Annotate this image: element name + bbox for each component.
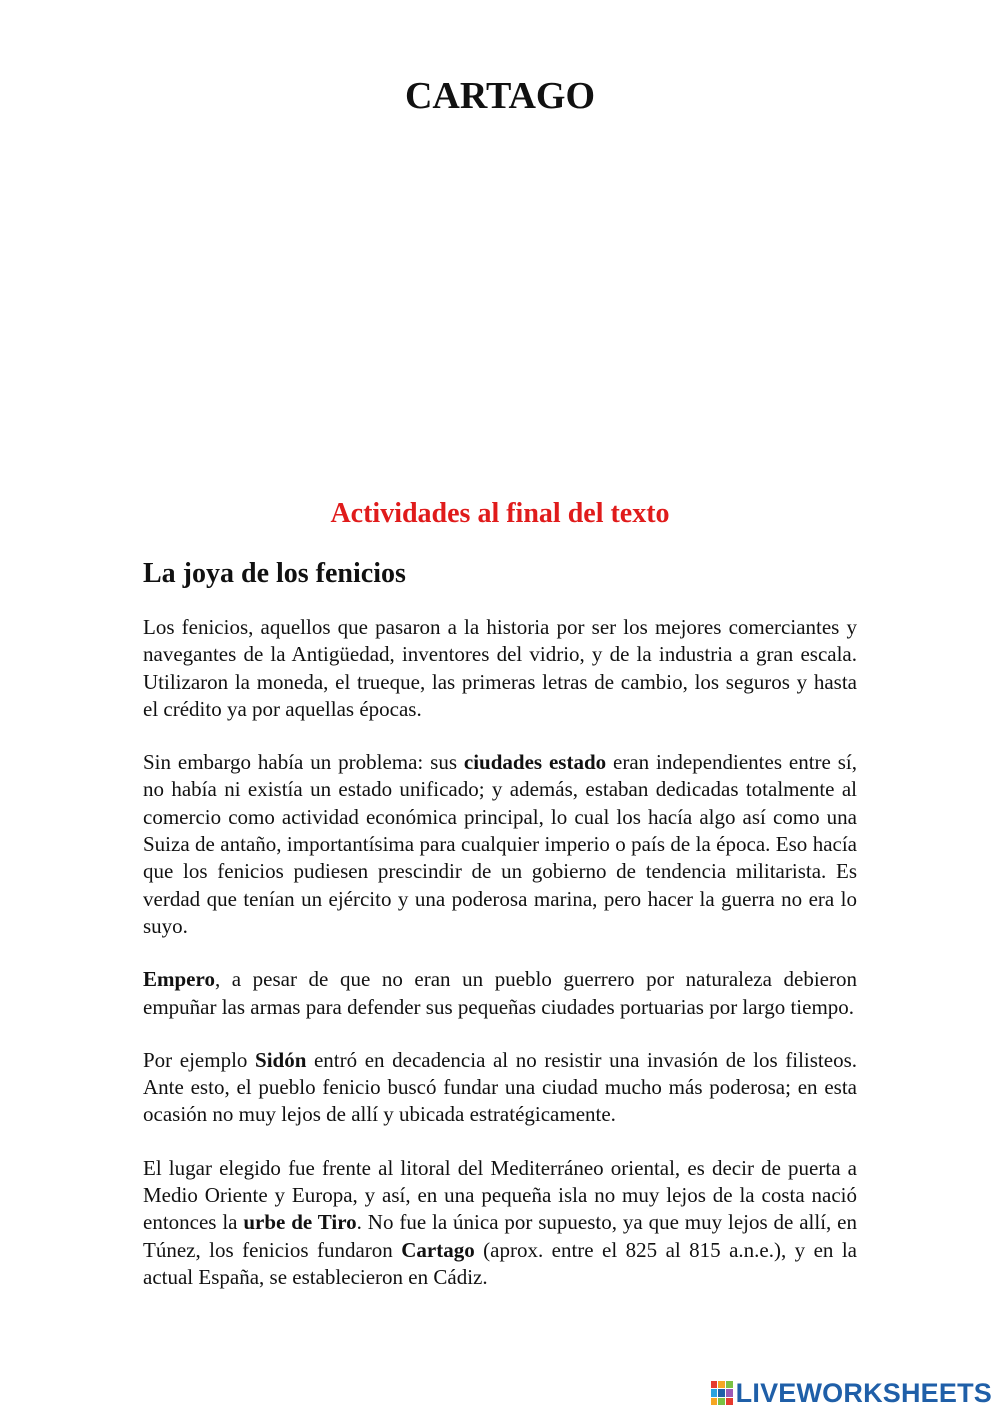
bold-term: Empero	[143, 967, 215, 992]
paragraph-4: Por ejemplo Sidón entró en decadencia al no resistir una invasión de los filisteos. Ante esto, el pueblo fenicio buscó fundar una ciudad mucho más poderosa; en esta ocasión no muy lejos de allí y ubicada estratégicamente.	[143, 1047, 857, 1127]
logo-mark-square	[718, 1381, 725, 1388]
logo-mark-square	[726, 1398, 733, 1405]
bold-term: Cartago	[401, 1237, 475, 1262]
page-title: CARTAGO	[404, 75, 596, 117]
image-placeholder	[143, 140, 857, 480]
paragraph-5: El lugar elegido fue frente al litoral del Mediterráneo oriental, es decir de puerta a Medio Oriente y Europa, y así, en una pequeña isla no muy lejos de la costa nació entonces la urbe de Tiro. No fue la única por supuesto, ya que muy lejos de allí, en Túnez, los fenicios fundaron Cartago (aprox. entre el 825 al 815 a.n.e.), y en la actual España, se establecieron en Cádiz.	[143, 1155, 858, 1289]
paragraph-2: Sin embargo había un problema: sus ciudades estado eran independientes entre sí, no había ni existía un estado unificado; y además, estaban dedicadas totalmente al comercio como actividad económica principal, lo cual los hacía algo así como una Suiza de antaño, importantísima para cualquier imperio o país de la época. Eso hacía que los fenicios pudiesen prescindir de un gobierno de tendencia militarista. Es verdad que tenían un ejército y una poderosa marina, pero hacer la guerra no era lo suyo.	[143, 750, 858, 938]
section-heading: La joya de los fenicios	[143, 558, 406, 589]
logo-mark-square	[711, 1398, 718, 1405]
logo-text: LIVEWORKSHEETS	[735, 1377, 992, 1408]
logo-mark-square	[718, 1389, 725, 1396]
paragraph-3: Empero, a pesar de que no eran un pueblo guerrero por naturaleza debieron empuñar las armas para defender sus pequeñas ciudades portuarias por largo tiempo.	[143, 967, 857, 1019]
logo-mark-square	[711, 1381, 718, 1388]
liveworksheets-logo[interactable]	[711, 1376, 992, 1410]
activities-note: Actividades al final del texto	[330, 498, 670, 529]
bold-term: ciudades estado	[463, 750, 607, 775]
bold-term: urbe de Tiro	[243, 1210, 357, 1235]
logo-mark-square	[726, 1389, 733, 1396]
logo-mark-square	[718, 1398, 725, 1405]
logo-mark-square	[711, 1389, 718, 1396]
liveworksheets-logo-icon	[711, 1381, 733, 1405]
paragraph-1: Los fenicios, aquellos que pasaron a la historia por ser los mejores comerciantes y navegantes de la Antigüedad, inventores del vidrio, y de la industria a gran escala. Utilizaron la moneda, el trueque, las primeras letras de cambio, los seguros y hasta el crédito ya por aquellas épocas.	[143, 615, 857, 721]
article-body	[143, 614, 857, 1317]
logo-mark-square	[726, 1381, 733, 1388]
bold-term: Sidón	[255, 1047, 307, 1072]
